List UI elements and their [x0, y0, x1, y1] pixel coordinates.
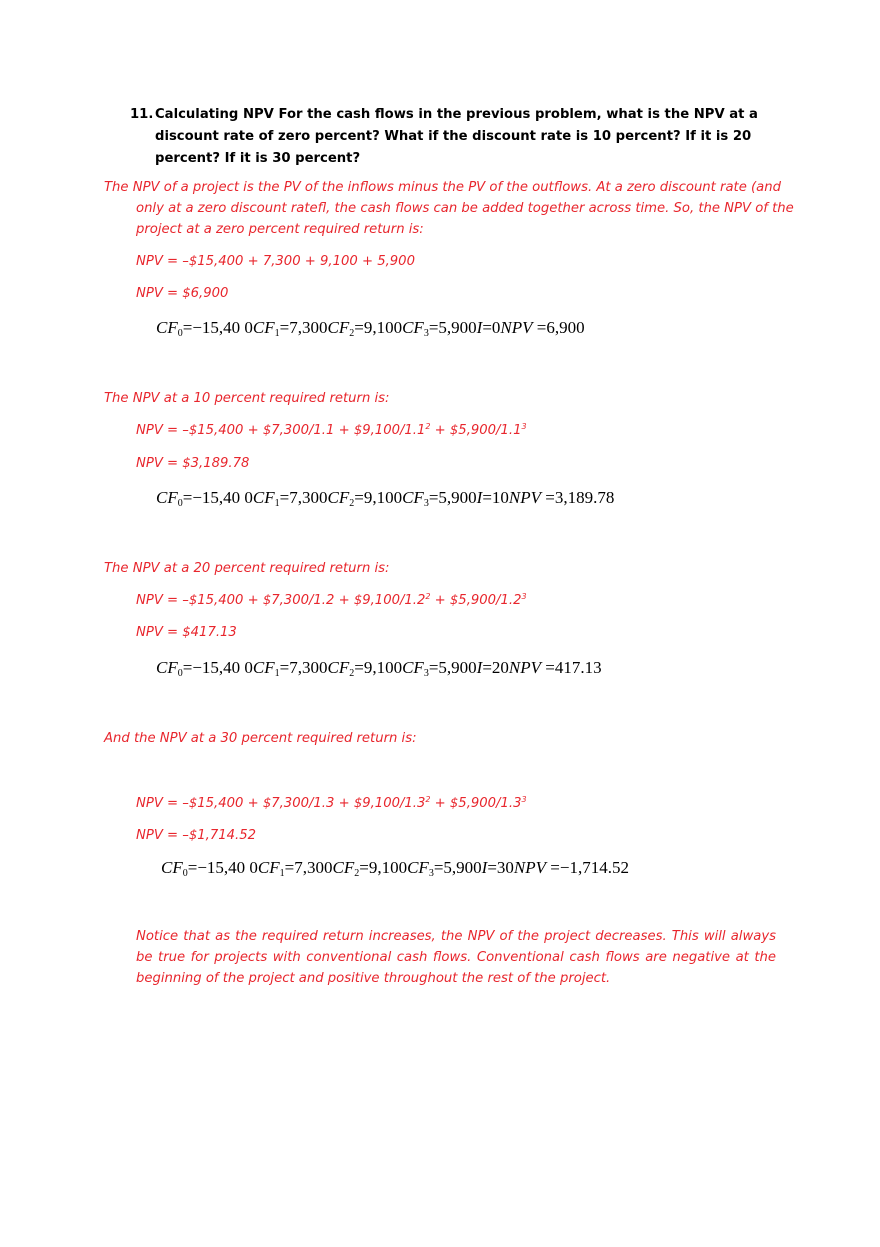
- conclusion-paragraph: Notice that as the required return increases, the NPV of the project decreases. This will always be true for projects with conventional cash flows. Conventional cash flows are negative at the beginning of the project and positive throughout the rest of the project.: [136, 929, 776, 986]
- heading-thirty-percent: And the NPV at a 30 percent required return is:: [104, 731, 417, 746]
- calculator-line-twenty-percent: $CF_0=-15,40$ $0CF_1=7,300CF_2=9,100CF_3=5,900I=20NPV =417.13$: [156, 658, 602, 679]
- heading-twenty-percent: The NPV at a 20 percent required return is:: [104, 561, 390, 576]
- formula-twenty-percent: NPV = –$15,400 + $7,300/1.2 + $\$9,100/1.2^2$ + $\$5,900/1.2^3$: [136, 592, 527, 608]
- calculator-line-ten-percent: $CF_0=-15,40$ $0CF_1=7,300CF_2=9,100CF_3=5,900I=10NPV =3,189.78$: [156, 488, 615, 509]
- formula-ten-percent: NPV = –$15,400 + $7,300/1.1 + $\$9,100/1.1^2$ + $\$5,900/1.1^3$: [136, 422, 527, 438]
- formula-thirty-percent: NPV = –$15,400 + $7,300/1.3 + $\$9,100/1.3^2$ + $\$5,900/1.3^3$: [136, 795, 527, 811]
- question-block: [130, 104, 780, 170]
- formula-zero-percent: NPV = –$15,400 + 7,300 + 9,100 + 5,900: [136, 254, 415, 269]
- result-zero-percent: NPV = $6,900: [136, 286, 229, 301]
- calculator-line-thirty-percent: $CF_0=-15,40$ $0CF_1=7,300CF_2=9,100CF_3=5,900I=30NPV =-1,714.52$: [161, 858, 629, 879]
- result-ten-percent: NPV = $3,189.78: [136, 456, 250, 471]
- result-twenty-percent: NPV = $417.13: [136, 625, 237, 640]
- intro-paragraph: The NPV of a project is the PV of the inflows minus the PV of the outflows. At a zero discount rate (and only at a zero discount ratefl, the cash flows can be added together across time. So, the NPV of the project at a zero percent required return is:: [104, 180, 794, 237]
- question-text: Calculating NPV For the cash flows in the previous problem, what is the NPV at a discount rate of zero percent? What if the discount rate is 10 percent? If it is 20 percent? If it is 30 percent?: [155, 107, 758, 166]
- question-number: 11.: [130, 107, 154, 122]
- heading-ten-percent: The NPV at a 10 percent required return is:: [104, 391, 390, 406]
- calculator-line-zero-percent: $CF_0=-15,40$ $0CF_1=7,300CF_2=9,100CF_3=5,900I=0NPV =6,900$: [156, 318, 585, 339]
- result-thirty-percent: NPV = –$1,714.52: [136, 828, 256, 843]
